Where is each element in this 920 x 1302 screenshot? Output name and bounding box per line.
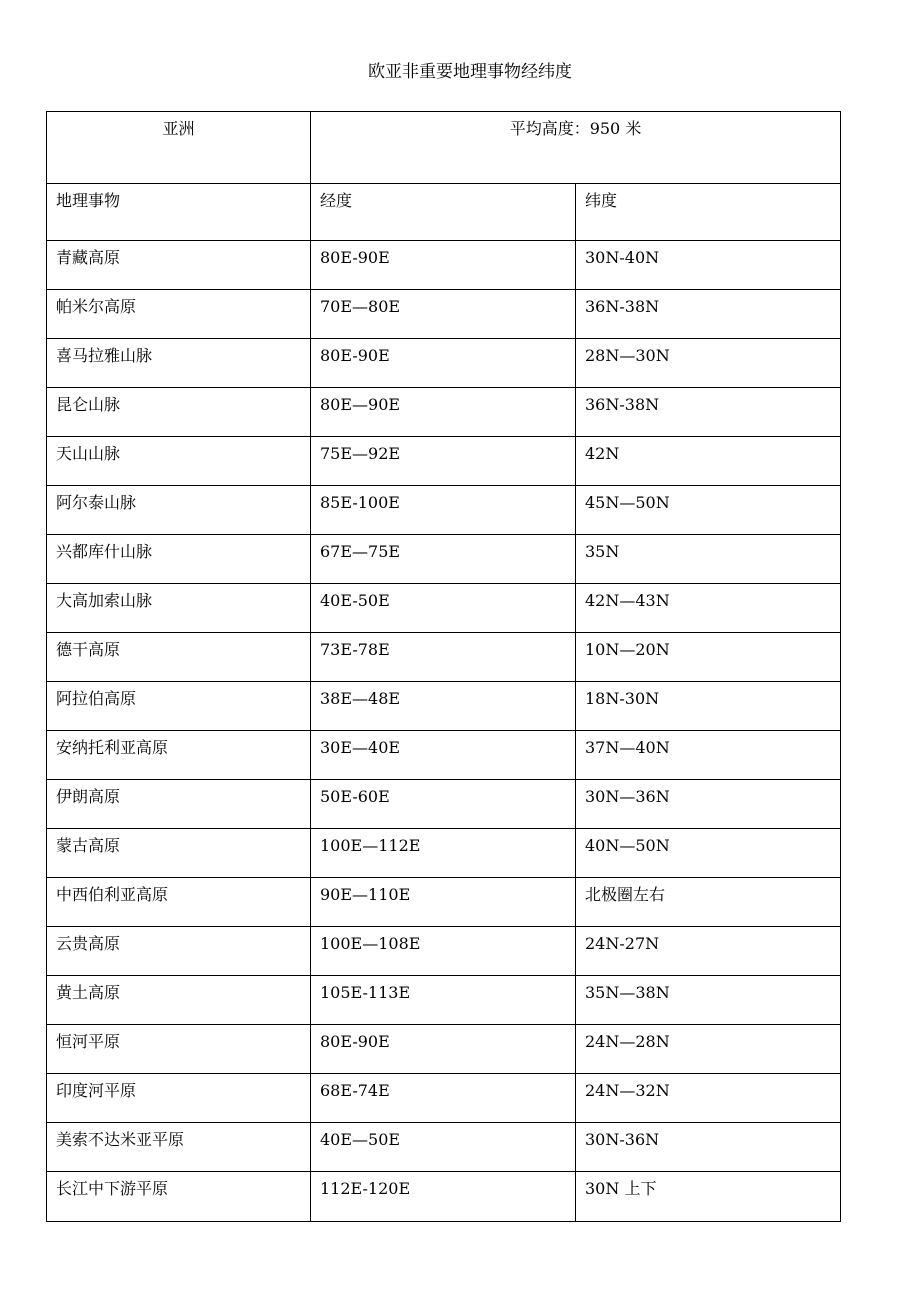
feature-name-cell: 中西伯利亚高原 — [47, 878, 311, 927]
feature-name-cell: 大高加索山脉 — [47, 584, 311, 633]
feature-name-cell: 美索不达米亚平原 — [47, 1123, 311, 1172]
latitude-cell: 24N—28N — [576, 1025, 841, 1074]
longitude-cell: 50E-60E — [311, 780, 576, 829]
column-header-latitude: 纬度 — [576, 184, 841, 241]
table-row — [47, 339, 841, 388]
table-row — [47, 829, 841, 878]
latitude-cell: 30N-36N — [576, 1123, 841, 1172]
table-row — [47, 780, 841, 829]
longitude-cell: 85E-100E — [311, 486, 576, 535]
latitude-cell: 24N—32N — [576, 1074, 841, 1123]
longitude-cell: 68E-74E — [311, 1074, 576, 1123]
longitude-cell: 90E—110E — [311, 878, 576, 927]
feature-name-cell: 恒河平原 — [47, 1025, 311, 1074]
latitude-cell: 36N-38N — [576, 388, 841, 437]
table-row — [47, 1172, 841, 1222]
table-row — [47, 290, 841, 339]
column-header-feature: 地理事物 — [47, 184, 311, 241]
table-row — [47, 878, 841, 927]
feature-name-cell: 阿尔泰山脉 — [47, 486, 311, 535]
latitude-cell: 35N — [576, 535, 841, 584]
feature-name-cell: 昆仑山脉 — [47, 388, 311, 437]
table-row — [47, 731, 841, 780]
average-height-cell: 平均高度：950 米 — [311, 112, 841, 184]
longitude-cell: 30E—40E — [311, 731, 576, 780]
latitude-cell: 42N — [576, 437, 841, 486]
longitude-cell: 112E-120E — [311, 1172, 576, 1222]
latitude-cell: 37N—40N — [576, 731, 841, 780]
longitude-cell: 40E-50E — [311, 584, 576, 633]
continent-cell: 亚洲 — [47, 112, 311, 184]
longitude-cell: 80E-90E — [311, 241, 576, 290]
longitude-cell: 73E-78E — [311, 633, 576, 682]
table-row — [47, 927, 841, 976]
feature-name-cell: 帕米尔高原 — [47, 290, 311, 339]
latitude-cell: 45N—50N — [576, 486, 841, 535]
latitude-cell: 40N—50N — [576, 829, 841, 878]
latitude-cell: 30N—36N — [576, 780, 841, 829]
longitude-cell: 38E—48E — [311, 682, 576, 731]
latitude-cell: 10N—20N — [576, 633, 841, 682]
feature-name-cell: 天山山脉 — [47, 437, 311, 486]
feature-name-cell: 蒙古高原 — [47, 829, 311, 878]
feature-name-cell: 兴都库什山脉 — [47, 535, 311, 584]
table-header-row-columns — [47, 184, 841, 241]
table-row — [47, 1025, 841, 1074]
table-row — [47, 1123, 841, 1172]
longitude-cell: 70E—80E — [311, 290, 576, 339]
latitude-cell: 35N—38N — [576, 976, 841, 1025]
longitude-cell: 100E—108E — [311, 927, 576, 976]
longitude-cell: 105E-113E — [311, 976, 576, 1025]
geography-table — [46, 111, 841, 1222]
latitude-cell: 北极圈左右 — [576, 878, 841, 927]
table-row — [47, 1074, 841, 1123]
latitude-cell: 30N 上下 — [576, 1172, 841, 1222]
feature-name-cell: 云贵高原 — [47, 927, 311, 976]
table-row — [47, 976, 841, 1025]
table-row — [47, 535, 841, 584]
latitude-cell: 42N—43N — [576, 584, 841, 633]
column-header-longitude: 经度 — [311, 184, 576, 241]
feature-name-cell: 德干高原 — [47, 633, 311, 682]
latitude-cell: 28N—30N — [576, 339, 841, 388]
table-row — [47, 437, 841, 486]
longitude-cell: 80E—90E — [311, 388, 576, 437]
feature-name-cell: 印度河平原 — [47, 1074, 311, 1123]
feature-name-cell: 青藏高原 — [47, 241, 311, 290]
feature-name-cell: 阿拉伯高原 — [47, 682, 311, 731]
longitude-cell: 80E-90E — [311, 339, 576, 388]
feature-name-cell: 黄土高原 — [47, 976, 311, 1025]
feature-name-cell: 喜马拉雅山脉 — [47, 339, 311, 388]
table-header-row-continent — [47, 112, 841, 184]
latitude-cell: 18N-30N — [576, 682, 841, 731]
longitude-cell: 67E—75E — [311, 535, 576, 584]
table-row — [47, 486, 841, 535]
latitude-cell: 30N-40N — [576, 241, 841, 290]
feature-name-cell: 安纳托利亚高原 — [47, 731, 311, 780]
latitude-cell: 24N-27N — [576, 927, 841, 976]
table-row — [47, 388, 841, 437]
longitude-cell: 75E—92E — [311, 437, 576, 486]
latitude-cell: 36N-38N — [576, 290, 841, 339]
document-title: 欧亚非重要地理事物经纬度 — [368, 62, 572, 82]
longitude-cell: 100E—112E — [311, 829, 576, 878]
table-row — [47, 584, 841, 633]
table-row — [47, 633, 841, 682]
longitude-cell: 80E-90E — [311, 1025, 576, 1074]
feature-name-cell: 长江中下游平原 — [47, 1172, 311, 1222]
feature-name-cell: 伊朗高原 — [47, 780, 311, 829]
longitude-cell: 40E—50E — [311, 1123, 576, 1172]
table-row — [47, 241, 841, 290]
table-row — [47, 682, 841, 731]
